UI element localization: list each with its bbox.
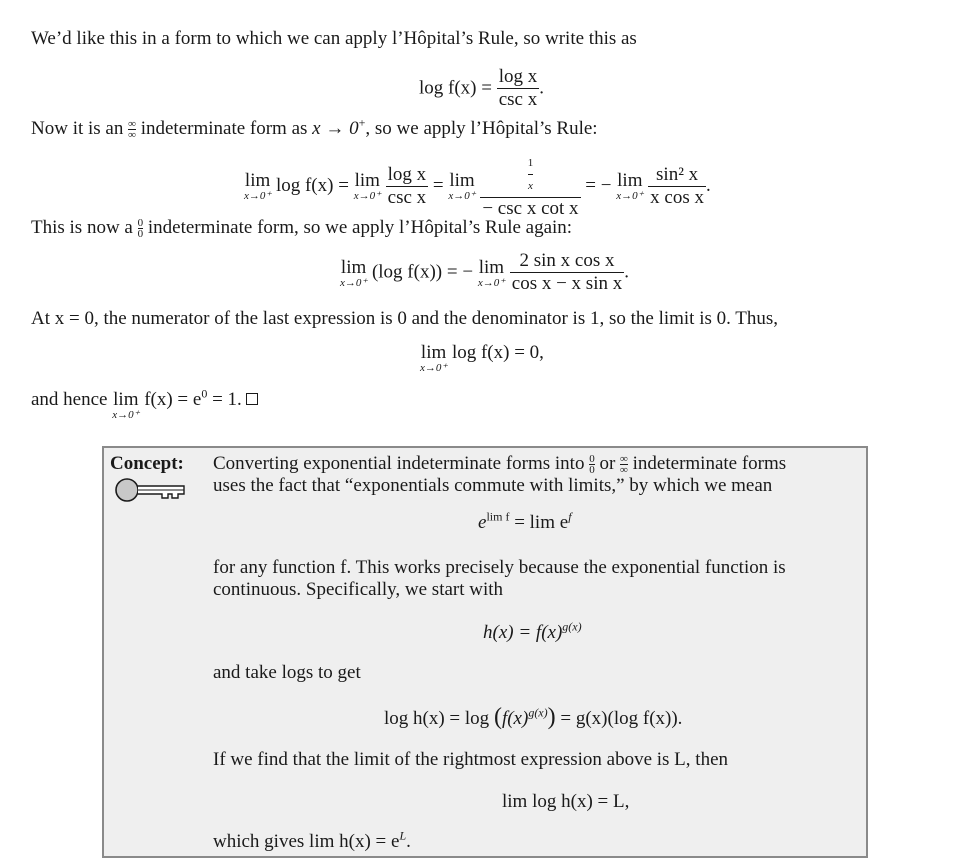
zero-over-zero: [589, 454, 595, 475]
limit-operator: [112, 390, 139, 420]
denominator: cos x − x sin x: [511, 273, 623, 294]
key-icon: [114, 476, 186, 504]
qed-square-icon: [246, 393, 258, 405]
lim-text: lim: [244, 170, 271, 191]
numerator: sin² x: [648, 164, 706, 187]
eq4-rest: log f(x) = 0,: [451, 342, 544, 363]
limit-operator: [354, 171, 381, 201]
period: .: [624, 261, 629, 283]
eqB-lhs: h(x) = f(x): [483, 622, 563, 643]
lim-text: lim: [617, 170, 643, 191]
lim-subscript: x→0⁺: [244, 190, 272, 202]
equation-lim-log-h: lim log h(x) = L,: [502, 791, 630, 812]
p1-or: or: [599, 453, 616, 474]
line3-text-a: This is now a: [31, 217, 133, 238]
lim-subscript: x→0⁺: [353, 190, 381, 202]
p5-sup: L: [399, 828, 407, 843]
limit-operator: [420, 343, 447, 373]
period: .: [706, 175, 711, 196]
lim-subscript: x→0⁺: [340, 276, 368, 289]
numerator: 2 sin x cos x: [510, 250, 624, 273]
line2-text-b: indeterminate form as: [140, 118, 308, 139]
equation-log-f: [419, 66, 544, 111]
line2-sup: +: [358, 115, 366, 130]
line5-sup: 0: [201, 386, 208, 401]
frac-den: ∞: [620, 464, 628, 477]
right-paren: ): [547, 704, 556, 730]
small-den: x: [527, 180, 533, 192]
line-3: [31, 217, 572, 239]
line5-text-b: f(x) = e: [144, 389, 202, 410]
left-paren: (: [493, 704, 502, 730]
p5-text-a: which gives lim h(x) = e: [213, 831, 400, 852]
eqA-base: e: [478, 512, 487, 533]
concept-box: [102, 446, 868, 858]
limit-operator: [616, 171, 643, 201]
line2-text-a: Now it is an: [31, 118, 124, 139]
equation-limit-zero: [420, 343, 544, 373]
equation-lhopital-2: [340, 250, 629, 295]
eqA-rest: = lim e: [509, 512, 569, 533]
eqA-sup: lim f: [486, 509, 510, 524]
eq1-denominator: csc x: [498, 89, 538, 110]
equals: =: [432, 175, 444, 196]
lim-subscript: x→0⁺: [477, 276, 506, 289]
eqC-b: f(x): [501, 708, 529, 729]
lim-subscript: x→0⁺: [112, 409, 140, 421]
eq1-numerator: log x: [498, 66, 538, 87]
lim-subscript: x→0⁺: [448, 190, 476, 202]
line3-text-b: indeterminate form, so we apply l’Hôpital’s Rule again:: [147, 217, 573, 238]
numerator: [480, 152, 580, 198]
limit-operator: [478, 258, 505, 288]
eq3-fraction: [510, 250, 624, 295]
equals-minus: = −: [585, 175, 612, 196]
intro-line-2: [31, 115, 598, 142]
eq2-fraction-2: [480, 152, 580, 220]
intro-line-1: We’d like this in a form to which we can apply l’Hôpital’s Rule, so write this as: [31, 28, 637, 49]
eqA-sup2: f: [568, 509, 572, 524]
p1-text-b: indeterminate forms: [632, 453, 787, 474]
line-5: [31, 386, 258, 421]
lim-text: lim: [340, 256, 367, 278]
concept-p2-line1: for any function f. This works precisely because the exponential function is: [213, 557, 786, 578]
concept-p1-line1: [213, 453, 786, 475]
eqC-sup: g(x): [528, 705, 548, 720]
eq3-term-1: (log f(x)) = −: [371, 261, 474, 283]
frac-num: 0: [137, 217, 144, 230]
one-over-x: [528, 152, 534, 197]
lim-subscript: x→0⁺: [420, 362, 448, 374]
lim-subscript: x→0⁺: [616, 190, 644, 202]
small-num: 1: [528, 152, 534, 175]
eq1-fraction: [497, 66, 540, 111]
eq2-term-1: log f(x) =: [275, 175, 349, 196]
equation-lhopital-1: [244, 152, 711, 220]
frac-num: ∞: [128, 118, 136, 131]
line5-result: [144, 386, 258, 410]
concept-p5: [213, 828, 411, 853]
denominator: x cos x: [650, 186, 704, 208]
denominator: − csc x cot x: [482, 198, 579, 219]
lim-text: lim: [113, 389, 139, 410]
numerator: log x: [387, 163, 427, 185]
eqC-c: = g(x)(log f(x)).: [560, 708, 683, 729]
frac-num: ∞: [620, 453, 628, 466]
frac-num: 0: [589, 453, 595, 466]
concept-p4: If we find that the limit of the rightmost expression above is L, then: [213, 749, 729, 770]
denominator: csc x: [387, 186, 427, 208]
lim-text: lim: [478, 256, 505, 278]
line5-text-c: = 1.: [207, 389, 242, 410]
eqB-sup: g(x): [562, 619, 582, 634]
concept-p3: and take logs to get: [213, 662, 361, 683]
lim-text: lim: [420, 342, 447, 363]
lim-text: lim: [449, 170, 475, 191]
concept-p2-line2: continuous. Specifically, we start with: [213, 579, 504, 600]
infinity-over-infinity: [128, 119, 136, 140]
lim-text: lim: [354, 170, 380, 191]
frac-den: ∞: [128, 129, 136, 142]
eq1-period: .: [539, 77, 545, 99]
eq1-lhs: log f(x) =: [419, 77, 492, 99]
equation-exp-commute: [478, 509, 572, 534]
limit-operator: [340, 258, 367, 288]
zero-over-zero: [138, 218, 144, 239]
infinity-over-infinity: [620, 454, 628, 475]
p1-text-a: Converting exponential indeterminate forms into: [213, 453, 585, 474]
line2-text-d: , so we apply l’Hôpital’s Rule:: [365, 118, 598, 139]
eq2-fraction-3: [648, 164, 706, 209]
line5-text-a: and hence: [31, 389, 108, 410]
frac-den: 0: [137, 228, 144, 241]
equation-h-def: [483, 619, 582, 644]
concept-label: Concept:: [110, 453, 184, 474]
limit-operator: [448, 171, 475, 201]
p5-text-b: .: [406, 831, 411, 852]
frac-den: 0: [589, 464, 595, 477]
limit-operator: [244, 171, 271, 201]
line-4: At x = 0, the numerator of the last expression is 0 and the denominator is 1, so the limit is 0. Thus,: [31, 308, 779, 329]
concept-p1-line2: uses the fact that “exponentials commute with limits,” by which we mean: [213, 475, 773, 496]
line2-limit-expr: x → 0: [312, 118, 359, 139]
eqC-a: log h(x) = log: [384, 708, 490, 729]
eq2-fraction-1: [386, 164, 429, 209]
equation-log-h: [384, 706, 682, 730]
